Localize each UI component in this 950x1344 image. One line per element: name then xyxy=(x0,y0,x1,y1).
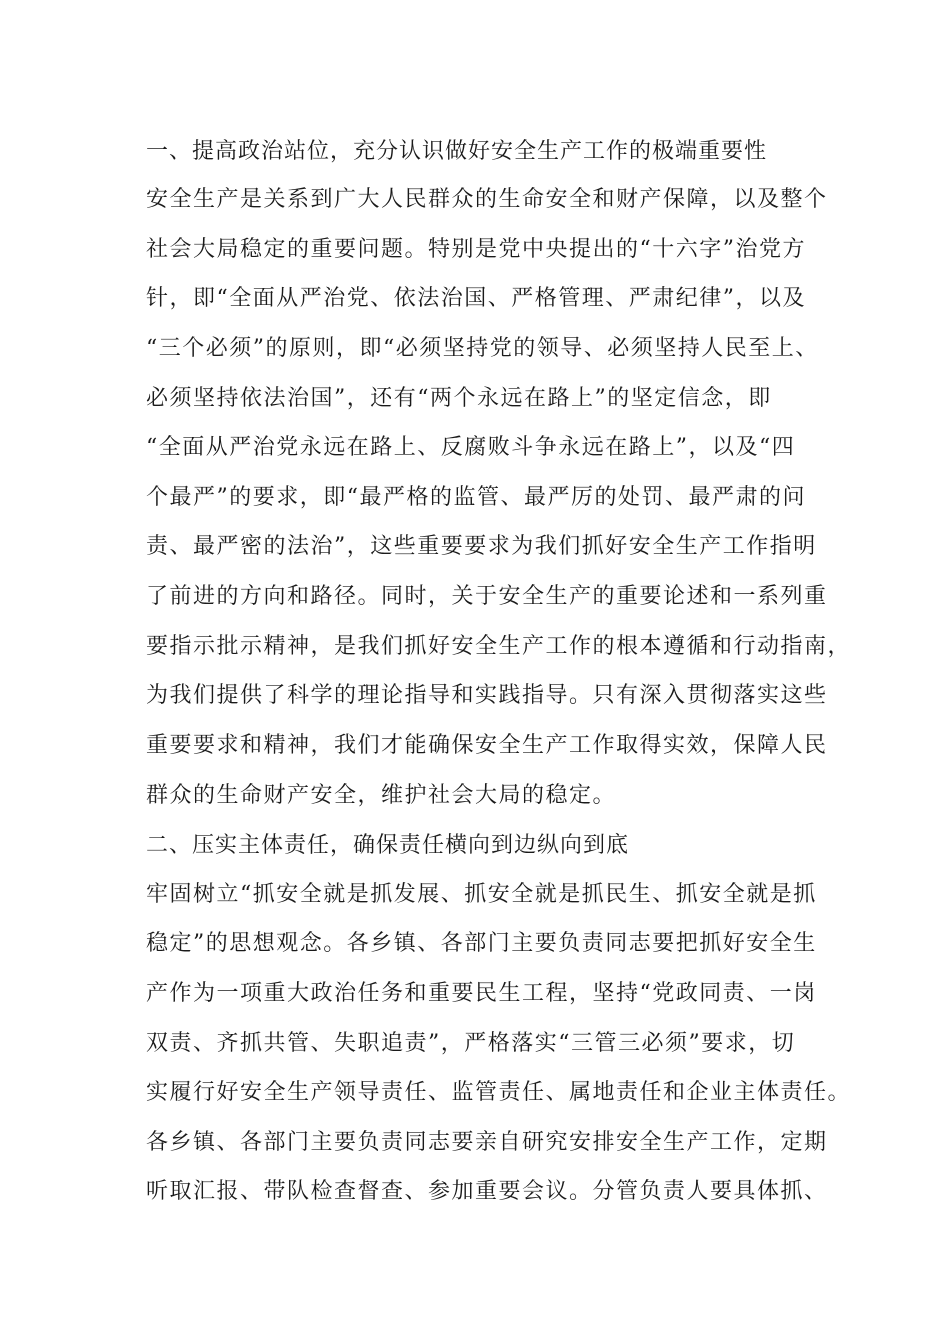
paragraph-line: “全面从严治党永远在路上、反腐败斗争永远在路上”，以及“四 xyxy=(146,435,796,460)
paragraph-line: “三个必须”的原则，即“必须坚持党的领导、必须坚持人民至上、 xyxy=(146,336,819,361)
paragraph-line: 产作为一项重大政治任务和重要民生工程，坚持“党政同责、一岗 xyxy=(146,981,817,1006)
paragraph-line: 个最严”的要求，即“最严格的监管、最严厉的处罚、最严肃的问 xyxy=(146,485,806,510)
paragraph-line: 双责、齐抓共管、失职追责”，严格落实“三管三必须”要求，切 xyxy=(146,1031,796,1056)
section-heading-1: 一、提高政治站位，充分认识做好安全生产工作的极端重要性 xyxy=(146,139,768,164)
paragraph-line: 针，即“全面从严治党、依法治国、严格管理、严肃纪律”，以及 xyxy=(146,286,806,311)
paragraph-line: 要指示批示精神，是我们抓好安全生产工作的根本遵循和行动指南， xyxy=(146,634,852,659)
paragraph-line: 听取汇报、带队检查督查、参加重要会议。分管负责人要具体抓、 xyxy=(146,1179,828,1204)
paragraph-line: 群众的生命财产安全，维护社会大局的稳定。 xyxy=(146,783,617,808)
paragraph-line: 实履行好安全生产领导责任、监管责任、属地责任和企业主体责任。 xyxy=(146,1080,852,1105)
paragraph-line: 各乡镇、各部门主要负责同志要亲自研究安排安全生产工作，定期 xyxy=(146,1130,828,1155)
paragraph-line: 安全生产是关系到广大人民群众的生命安全和财产保障，以及整个 xyxy=(146,187,828,212)
paragraph-line: 必须坚持依法治国”，还有“两个永远在路上”的坚定信念，即 xyxy=(146,386,772,411)
paragraph-line: 为我们提供了科学的理论指导和实践指导。只有深入贯彻落实这些 xyxy=(146,683,828,708)
paragraph-line: 稳定”的思想观念。各乡镇、各部门主要负责同志要把抓好安全生 xyxy=(146,931,817,956)
section-heading-2: 二、压实主体责任，确保责任横向到边纵向到底 xyxy=(146,833,630,858)
paragraph-line: 责、最严密的法治”，这些重要要求为我们抓好安全生产工作指明 xyxy=(146,534,817,559)
paragraph-line: 重要要求和精神，我们才能确保安全生产工作取得实效，保障人民 xyxy=(146,733,828,758)
paragraph-line: 社会大局稳定的重要问题。特别是党中央提出的“十六字”治党方 xyxy=(146,237,806,262)
paragraph-line: 了前进的方向和路径。同时，关于安全生产的重要论述和一系列重 xyxy=(146,584,828,609)
paragraph-line: 牢固树立“抓安全就是抓发展、抓安全就是抓民生、抓安全就是抓 xyxy=(146,882,817,907)
